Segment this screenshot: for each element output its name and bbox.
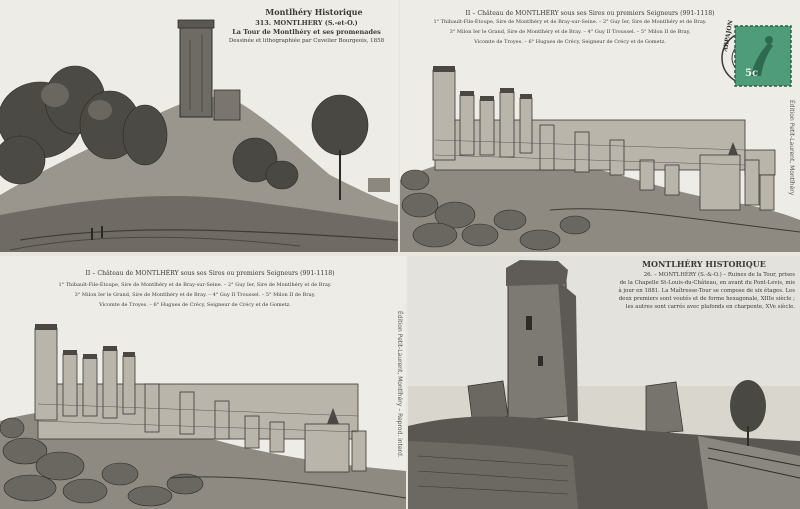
card-credit: Dessinée et lithographiée par Cuvelier Bourgeois, 1858: [228, 38, 385, 44]
description-line-1: 26. – MONTLHÉRY (S.-&-O.) – Ruines de la Tour, prises: [643, 272, 795, 278]
description-line-2: de la Chapelle St-Louis-du-Château, en avant du Pont-Levis, mis: [619, 280, 795, 286]
card-subtitle: La Tour de Montlhéry et ses promenades: [232, 28, 381, 36]
description-line-4: deux premiers sont voutés et de forme hexagonale, XIIIe siècle ;: [618, 296, 795, 302]
postcard-tour-promenades: [0, 0, 398, 252]
postcard-ruines-tour: [408, 256, 800, 509]
lords-line-2: 3° Milon Ier le Grand, Sire de Montlhéry et de Bray. – 4° Guy II Troussel. – 5° Milon II de Bray,: [449, 29, 691, 35]
description-line-3: à jour en 1881. La Maîtresse-Tour se compose de six étages. Les: [618, 288, 795, 294]
lords-line-1: 1° Thibault-File-Étoupe, Sire de Montlhéry et de Bray-sur-Seine. – 2° Guy Ier, Sire de Montlhéry et de Bray.: [58, 282, 332, 288]
card-header: II – Château de MONTLHÉRY sous ses Sires ou premiers Seigneurs (991-1118): [85, 270, 335, 277]
stamp-value: 5c: [745, 68, 759, 79]
publisher-credit: Édition Petit-Laurent, Montlhéry: [788, 100, 795, 196]
series-title: Montlhéry Historique: [265, 7, 363, 17]
card-number-place: 313. MONTLHERY (S.-et-O.): [255, 19, 358, 27]
sower-stamp-icon: [733, 24, 793, 88]
lords-line-3: Vicomte de Troyes. – 6° Hugues de Crécy, Seigneur de Crécy et de Gometz.: [474, 39, 666, 45]
postcard-chateau-sires-1: [400, 0, 800, 252]
postcard-chateau-sires-2: [0, 256, 406, 509]
lords-line-3: Vicomte de Troyes. – 6° Hugues de Crécy, Seigneur de Crécy et de Gometz.: [99, 302, 291, 308]
publisher-credit: Édition Petit-Laurent, Montlhéry – Reprod. interd.: [396, 311, 403, 458]
card-header: II – Château de MONTLHÉRY sous ses Sires ou premiers Seigneurs (991-1118): [465, 10, 715, 17]
description-line-5: les autres sont carrés avec plafonds en charpente, XVe siècle.: [625, 304, 795, 310]
lords-line-2: 3° Milon Ier le Grand, Sire de Montlhéry et de Bray. – 4° Guy II Troussel. – 5° Milon II de Bray,: [74, 292, 316, 298]
postmark-town: ARPAJON: [722, 19, 735, 53]
series-title: MONTLHÉRY HISTORIQUE: [642, 259, 766, 269]
lords-line-1: 1° Thibault-File-Étoupe, Sire de Montlhéry et de Bray-sur-Seine. – 2° Guy Ier, Sire de Montlhéry et de Bray.: [433, 19, 707, 25]
